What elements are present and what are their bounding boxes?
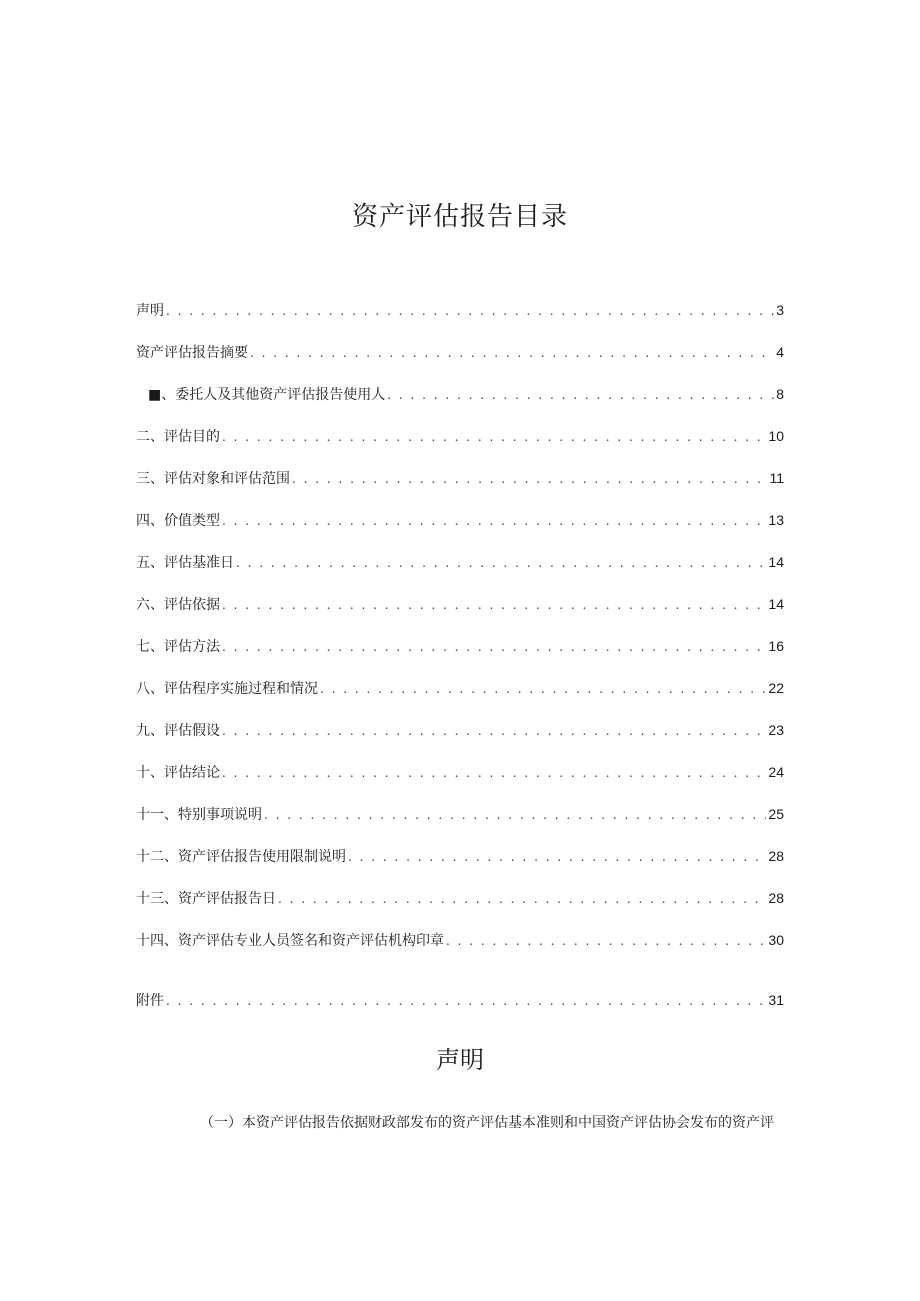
toc-entry[interactable]: [136, 594, 784, 620]
leader-dots: [387, 388, 774, 402]
leader-dots: [166, 994, 766, 1008]
toc-entry-page: 11: [769, 470, 784, 486]
toc-entry-page: 3: [776, 302, 784, 318]
leader-dots: [278, 892, 766, 906]
toc-entry-label: 五、评估基准日: [136, 555, 234, 571]
toc-entry-label: 资产评估报告摘要: [136, 345, 248, 361]
toc-entry-label: 六、评估依据: [136, 597, 220, 613]
toc-entry-page: 28: [768, 848, 784, 864]
leader-dots: [236, 556, 766, 570]
page-title: 资产评估报告目录: [351, 202, 568, 232]
toc-entry[interactable]: [136, 762, 784, 788]
toc-entry[interactable]: [136, 930, 784, 956]
toc-entry-page: 31: [768, 992, 784, 1008]
toc-entry-label: ■、委托人及其他资产评估报告使用人: [148, 387, 386, 403]
toc-entry-label: 附件: [136, 993, 164, 1009]
toc-entry[interactable]: [136, 384, 784, 410]
leader-dots: [320, 682, 766, 696]
toc-entry-label: 四、价值类型: [136, 513, 220, 529]
leader-dots: [222, 598, 766, 612]
toc-entry[interactable]: [136, 846, 784, 872]
toc-entry[interactable]: [136, 342, 784, 368]
toc-entry-label: 三、评估对象和评估范围: [136, 471, 290, 487]
leader-dots: [264, 808, 766, 822]
toc-entry[interactable]: [136, 300, 784, 326]
toc-entry-label: 十四、资产评估专业人员签名和资产评估机构印章: [136, 933, 444, 949]
toc-entry-page: 24: [768, 764, 784, 780]
body-paragraph: （一）本资产评估报告依据财政部发布的资产评估基本准则和中国资产评估协会发布的资产评: [200, 1115, 774, 1131]
toc-entry[interactable]: [136, 468, 784, 494]
toc-entry-page: 14: [768, 596, 784, 612]
leader-dots: [250, 346, 774, 360]
toc-entry-label: 十一、特别事项说明: [136, 807, 262, 823]
toc-entry-label: 八、评估程序实施过程和情况: [136, 681, 318, 697]
leader-dots: [222, 640, 766, 654]
leader-dots: [348, 850, 766, 864]
toc-entry-page: 13: [768, 512, 784, 528]
toc-entry[interactable]: [136, 720, 784, 746]
toc-entry[interactable]: [136, 990, 784, 1016]
leader-dots: [166, 304, 774, 318]
toc-entry[interactable]: [136, 636, 784, 662]
toc-entry-page: 16: [768, 638, 784, 654]
leader-dots: [222, 766, 766, 780]
toc-entry-label: 七、评估方法: [136, 639, 220, 655]
toc-entry[interactable]: [136, 552, 784, 578]
toc-entry-page: 23: [768, 722, 784, 738]
section-title: 声明: [436, 1046, 484, 1074]
toc-entry-page: 28: [768, 890, 784, 906]
toc-entry-page: 14: [768, 554, 784, 570]
leader-dots: [222, 514, 766, 528]
toc-entry-label: 二、评估目的: [136, 429, 220, 445]
toc-entry-page: 25: [768, 806, 784, 822]
toc-entry-page: 8: [776, 386, 784, 402]
leader-dots: [446, 934, 766, 948]
leader-dots: [222, 724, 766, 738]
toc-entry-label: 十三、资产评估报告日: [136, 891, 276, 907]
toc-entry[interactable]: [136, 426, 784, 452]
toc-entry-label: 十二、资产评估报告使用限制说明: [136, 849, 346, 865]
leader-dots: [222, 430, 766, 444]
toc-entry[interactable]: [136, 510, 784, 536]
toc-entry-label: 声明: [136, 303, 164, 319]
toc-entry-page: 22: [768, 680, 784, 696]
toc-entry[interactable]: [136, 888, 784, 914]
toc-entry[interactable]: [136, 678, 784, 704]
toc-entry-page: 10: [768, 428, 784, 444]
toc-entry[interactable]: [136, 804, 784, 830]
toc-entry-page: 30: [768, 932, 784, 948]
toc-entry-page: 4: [776, 344, 784, 360]
toc-entry-label: 十、评估结论: [136, 765, 220, 781]
toc-entry-label: 九、评估假设: [136, 723, 220, 739]
leader-dots: [292, 472, 767, 486]
